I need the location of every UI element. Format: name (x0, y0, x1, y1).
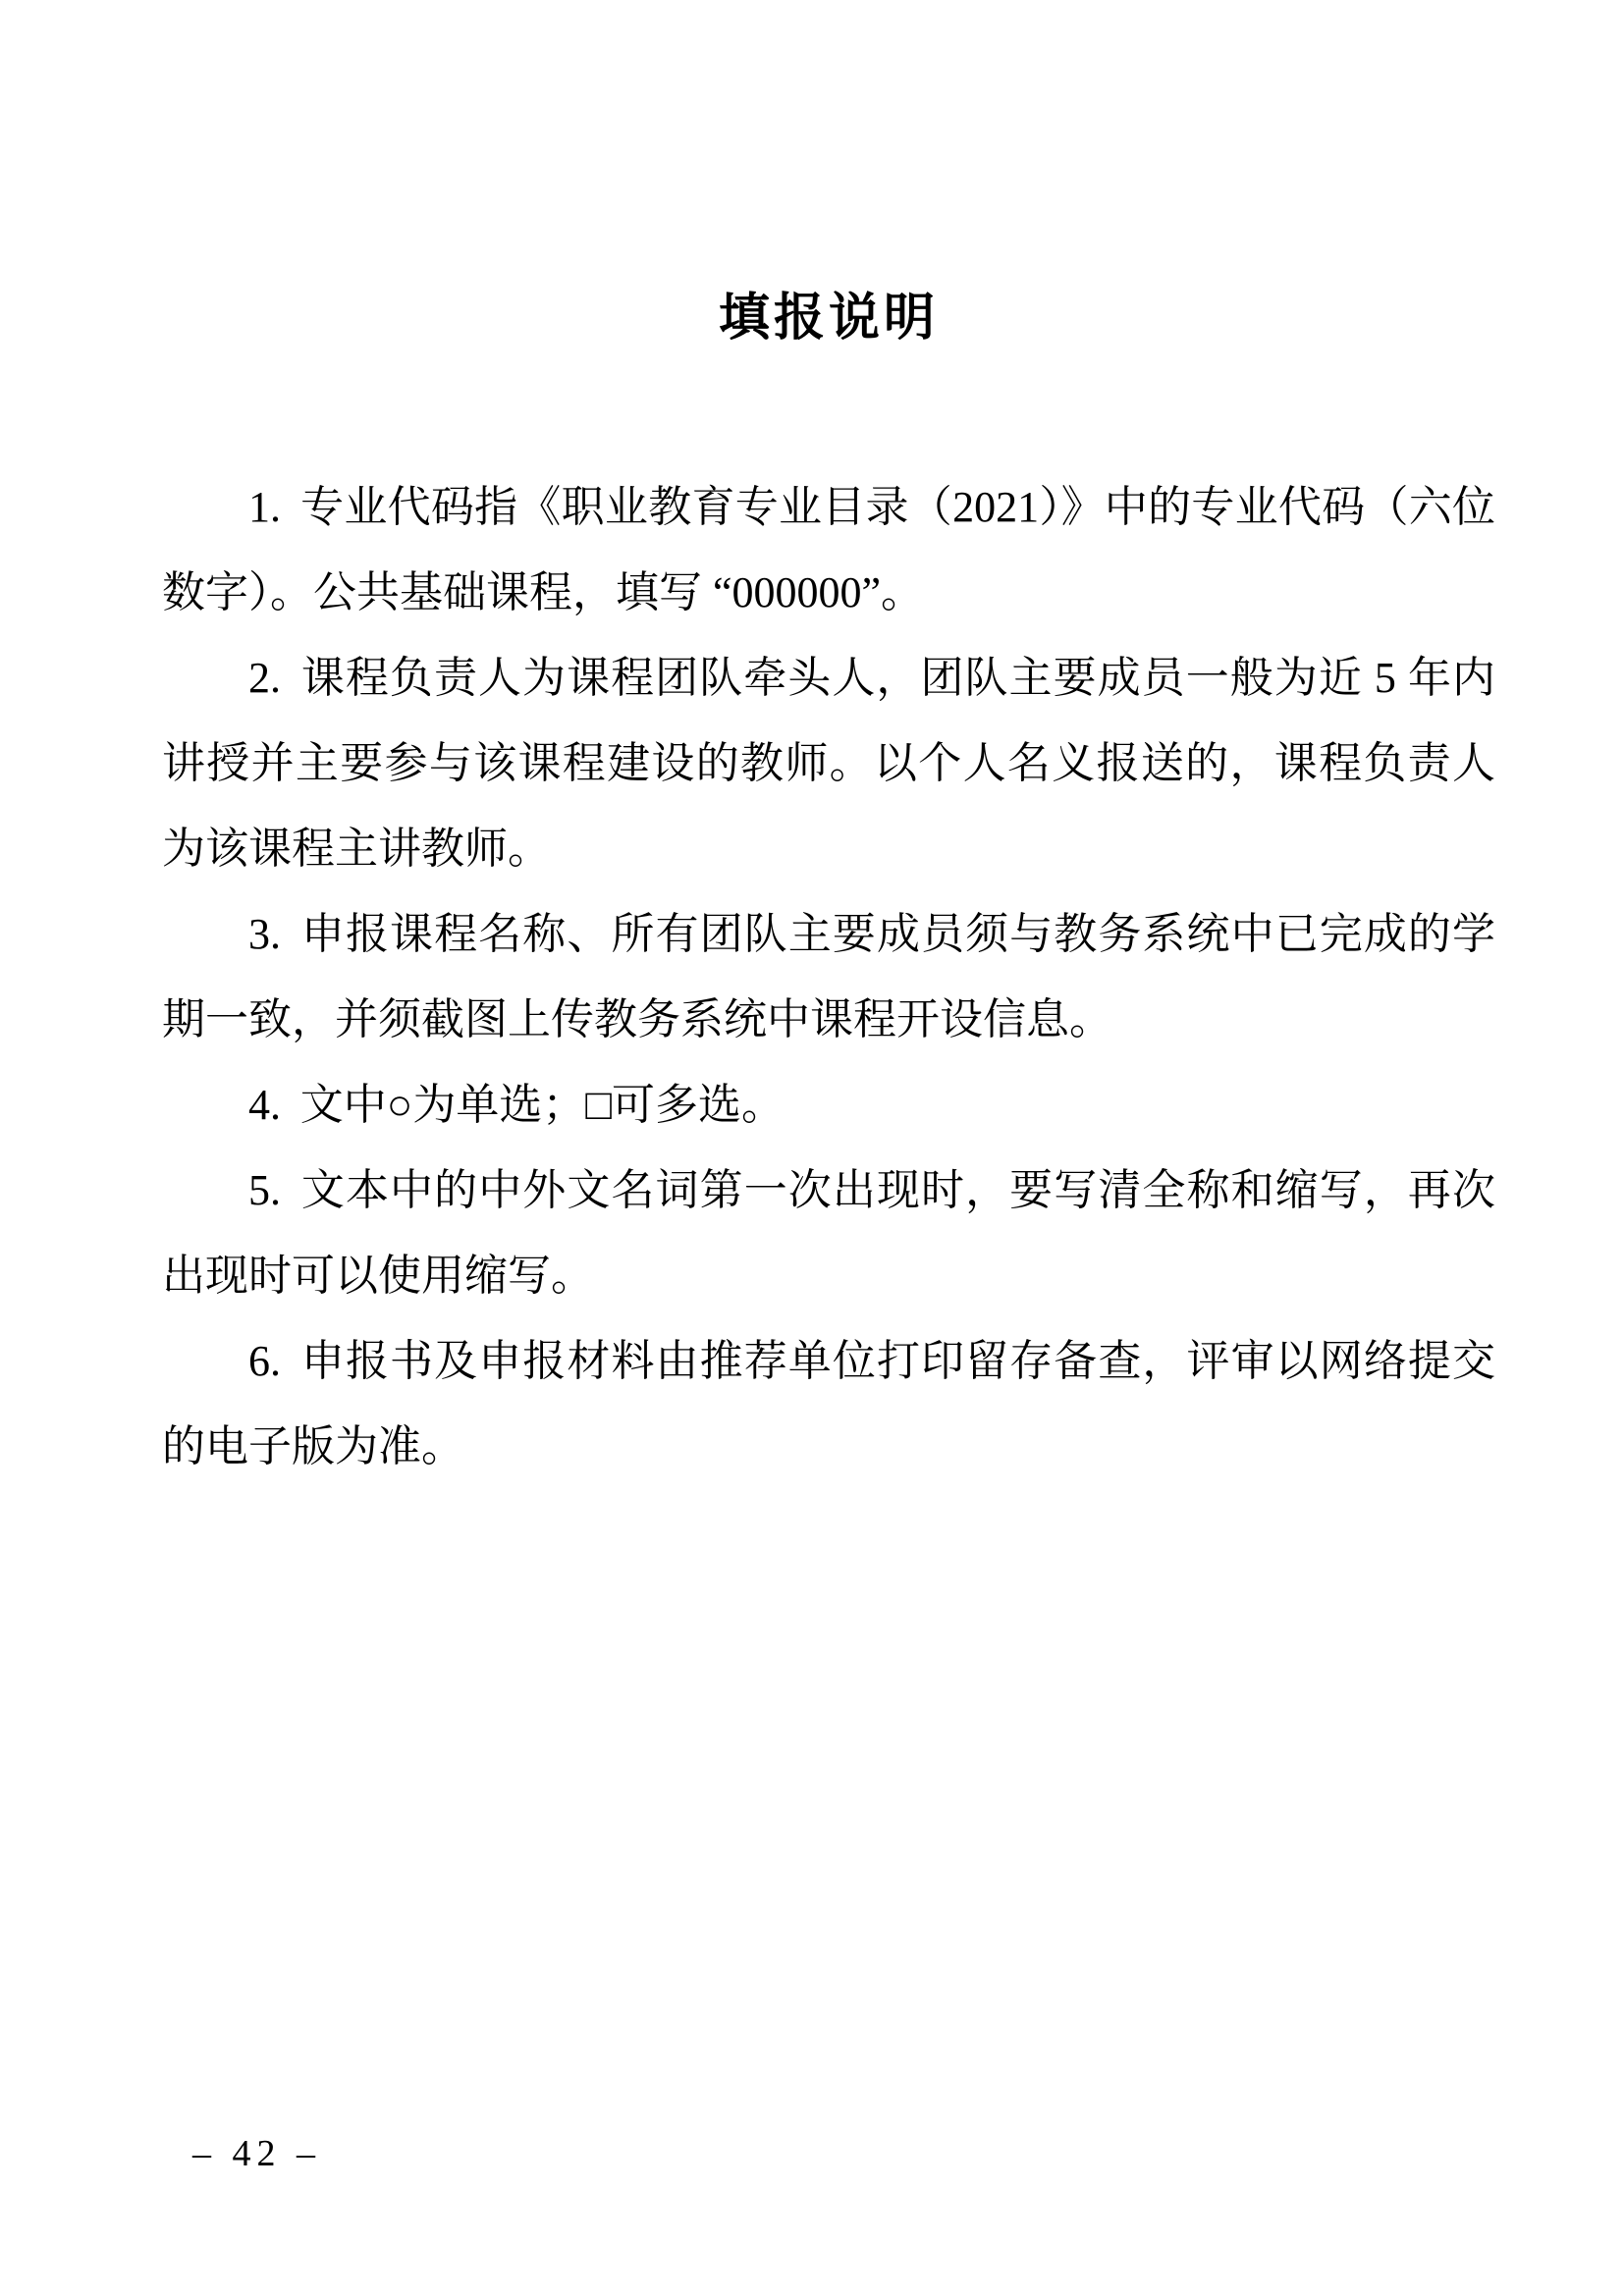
instruction-item-4 (162, 1062, 1495, 1148)
item-text: 专业代码指《职业教育专业目录（2021）》中的专业代码（六位数字）。公共基础课程，填写 “000000”。 (162, 483, 1495, 616)
item-number: 1. (248, 483, 281, 531)
instructions-list (162, 464, 1495, 1489)
instruction-item-2 (162, 635, 1495, 891)
page-number: – 42 – (192, 2133, 321, 2174)
instruction-item-6 (162, 1318, 1495, 1489)
page-title: 填报说明 (718, 291, 939, 347)
item-text: 申报课程名称、所有团队主要成员须与教务系统中已完成的学期一致，并须截图上传教务系统中课程开设信息。 (162, 910, 1495, 1043)
item-text: 文中○为单选；□可多选。 (299, 1081, 785, 1129)
item-text: 课程负责人为课程团队牵头人，团队主要成员一般为近 5 年内讲授并主要参与该课程建设的教师。以个人名义报送的，课程负责人为该课程主讲教师。 (162, 654, 1495, 873)
item-number: 5. (248, 1166, 281, 1214)
item-number: 4. (248, 1081, 281, 1129)
item-text: 文本中的中外文名词第一次出现时，要写清全称和缩写，再次出现时可以使用缩写。 (162, 1166, 1495, 1300)
instruction-item-1 (162, 464, 1495, 635)
item-number: 6. (248, 1337, 281, 1385)
item-number: 2. (248, 654, 281, 702)
item-number: 3. (248, 910, 281, 958)
instruction-item-3 (162, 891, 1495, 1062)
item-text: 申报书及申报材料由推荐单位打印留存备查，评审以网络提交的电子版为准。 (162, 1337, 1495, 1470)
instruction-item-5 (162, 1148, 1495, 1318)
